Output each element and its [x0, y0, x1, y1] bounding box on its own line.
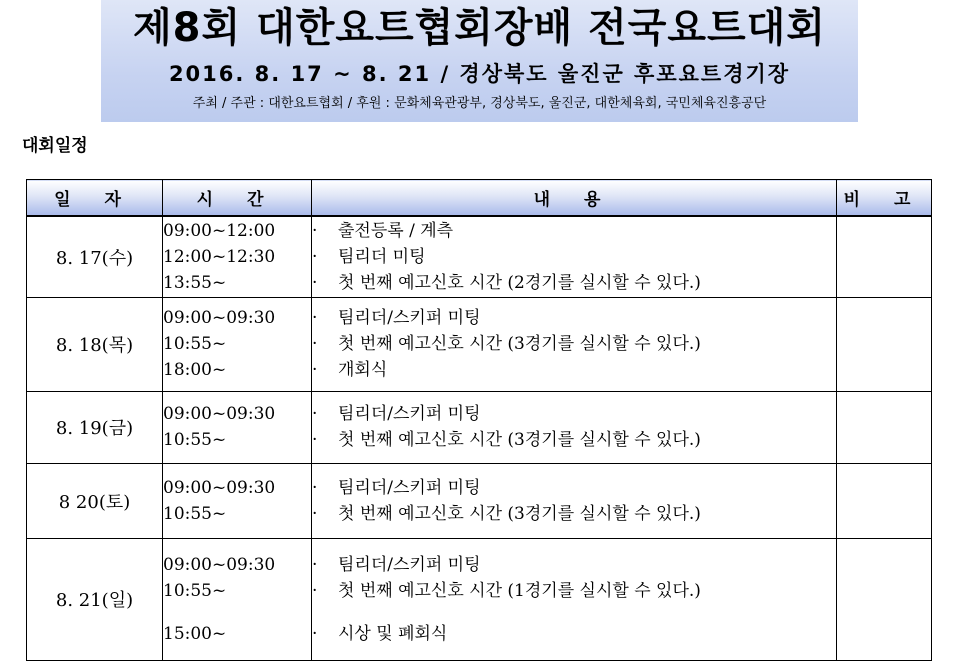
time-slot: 10:55~	[163, 580, 227, 601]
list-item	[312, 270, 836, 296]
item-text: 개회식	[338, 360, 388, 380]
time-slot: 10:55~	[163, 334, 227, 354]
list-item	[312, 244, 836, 270]
list-item	[312, 475, 836, 501]
list-item	[312, 552, 836, 578]
list-item	[312, 427, 836, 453]
item-text: 시상 및 폐회식	[338, 623, 448, 644]
table-row	[27, 538, 932, 660]
bullet-icon: ·	[312, 623, 318, 644]
bullet-icon: ·	[312, 272, 318, 293]
table-row	[27, 216, 932, 297]
list-item	[312, 578, 836, 604]
item-text: 팀리더 미팅	[338, 246, 426, 267]
item-text: 팀리더/스키퍼 미팅	[338, 308, 481, 328]
row-note	[837, 216, 932, 297]
time-slot: 10:55~	[163, 503, 227, 524]
time-slot: 09:00~09:30	[163, 404, 276, 424]
header-time: 시 간	[163, 180, 312, 217]
time-slot: 09:00~09:30	[163, 554, 276, 575]
item-text: 첫 번째 예고신호 시간 (1경기를 실시할 수 있다.)	[338, 580, 701, 601]
list-item	[312, 305, 836, 331]
item-text: 첫 번째 예고신호 시간 (3경기를 실시할 수 있다.)	[338, 334, 701, 354]
item-text: 출전등록 / 계측	[338, 220, 454, 241]
bullet-icon: ·	[312, 360, 318, 380]
header-date: 일 자	[27, 180, 163, 217]
item-text: 첫 번째 예고신호 시간 (2경기를 실시할 수 있다.)	[338, 272, 701, 293]
row-date: 8. 21(일)	[27, 538, 163, 660]
event-hosts-sponsors: 주최 / 주관 : 대한요트협회 / 후원 : 문화체육관광부, 경상북도, 울진군, 대한체육회, 국민체육진흥공단	[192, 96, 767, 111]
bullet-icon: ·	[312, 477, 318, 498]
table-row	[27, 391, 932, 463]
row-times	[163, 216, 312, 297]
item-text: 팀리더/스키퍼 미팅	[338, 554, 481, 575]
list-item	[312, 621, 836, 647]
item-text: 첫 번째 예고신호 시간 (3경기를 실시할 수 있다.)	[338, 430, 701, 450]
list-item	[312, 331, 836, 357]
bullet-icon: ·	[312, 334, 318, 354]
schedule-header-row	[27, 180, 932, 217]
time-slot: 09:00~12:00	[163, 220, 276, 241]
table-row	[27, 297, 932, 391]
list-item	[312, 401, 836, 427]
row-times	[163, 297, 312, 391]
header-note: 비 고	[837, 180, 932, 217]
event-dates-venue: 2016. 8. 17 ~ 8. 21 / 경상북도 울진군 후포요트경기장	[168, 62, 791, 86]
bullet-icon: ·	[312, 503, 318, 524]
section-heading: 대회일정	[22, 136, 88, 156]
row-date: 8. 19(금)	[27, 391, 163, 463]
row-content	[312, 463, 837, 538]
row-date: 8. 18(목)	[27, 297, 163, 391]
row-content	[312, 538, 837, 660]
item-text: 첫 번째 예고신호 시간 (3경기를 실시할 수 있다.)	[338, 503, 701, 524]
time-slot: 12:00~12:30	[163, 246, 276, 267]
row-times	[163, 391, 312, 463]
bullet-icon: ·	[312, 554, 318, 575]
time-slot: 15:00~	[163, 623, 227, 644]
row-date: 8 20(토)	[27, 463, 163, 538]
bullet-icon: ·	[312, 308, 318, 328]
bullet-icon: ·	[312, 404, 318, 424]
time-slot: 10:55~	[163, 430, 227, 450]
row-times	[163, 538, 312, 660]
time-slot: 18:00~	[163, 360, 227, 380]
time-slot: 09:00~09:30	[163, 308, 276, 328]
row-content	[312, 297, 837, 391]
schedule-table	[26, 179, 932, 661]
row-content	[312, 391, 837, 463]
item-text: 팀리더/스키퍼 미팅	[338, 477, 481, 498]
bullet-icon: ·	[312, 246, 318, 267]
bullet-icon: ·	[312, 580, 318, 601]
list-item	[312, 218, 836, 244]
row-date: 8. 17(수)	[27, 216, 163, 297]
row-note	[837, 463, 932, 538]
event-title: 제8회 대한요트협회장배 전국요트대회	[133, 5, 826, 51]
event-banner	[101, 0, 858, 122]
row-times	[163, 463, 312, 538]
header-content: 내 용	[312, 180, 837, 217]
row-note	[837, 538, 932, 660]
row-content	[312, 216, 837, 297]
table-row	[27, 463, 932, 538]
time-slot: 13:55~	[163, 272, 227, 293]
bullet-icon: ·	[312, 220, 318, 241]
bullet-icon: ·	[312, 430, 318, 450]
time-slot: 09:00~09:30	[163, 477, 276, 498]
list-item	[312, 357, 836, 383]
list-item	[312, 501, 836, 527]
row-note	[837, 297, 932, 391]
item-text: 팀리더/스키퍼 미팅	[338, 404, 481, 424]
row-note	[837, 391, 932, 463]
